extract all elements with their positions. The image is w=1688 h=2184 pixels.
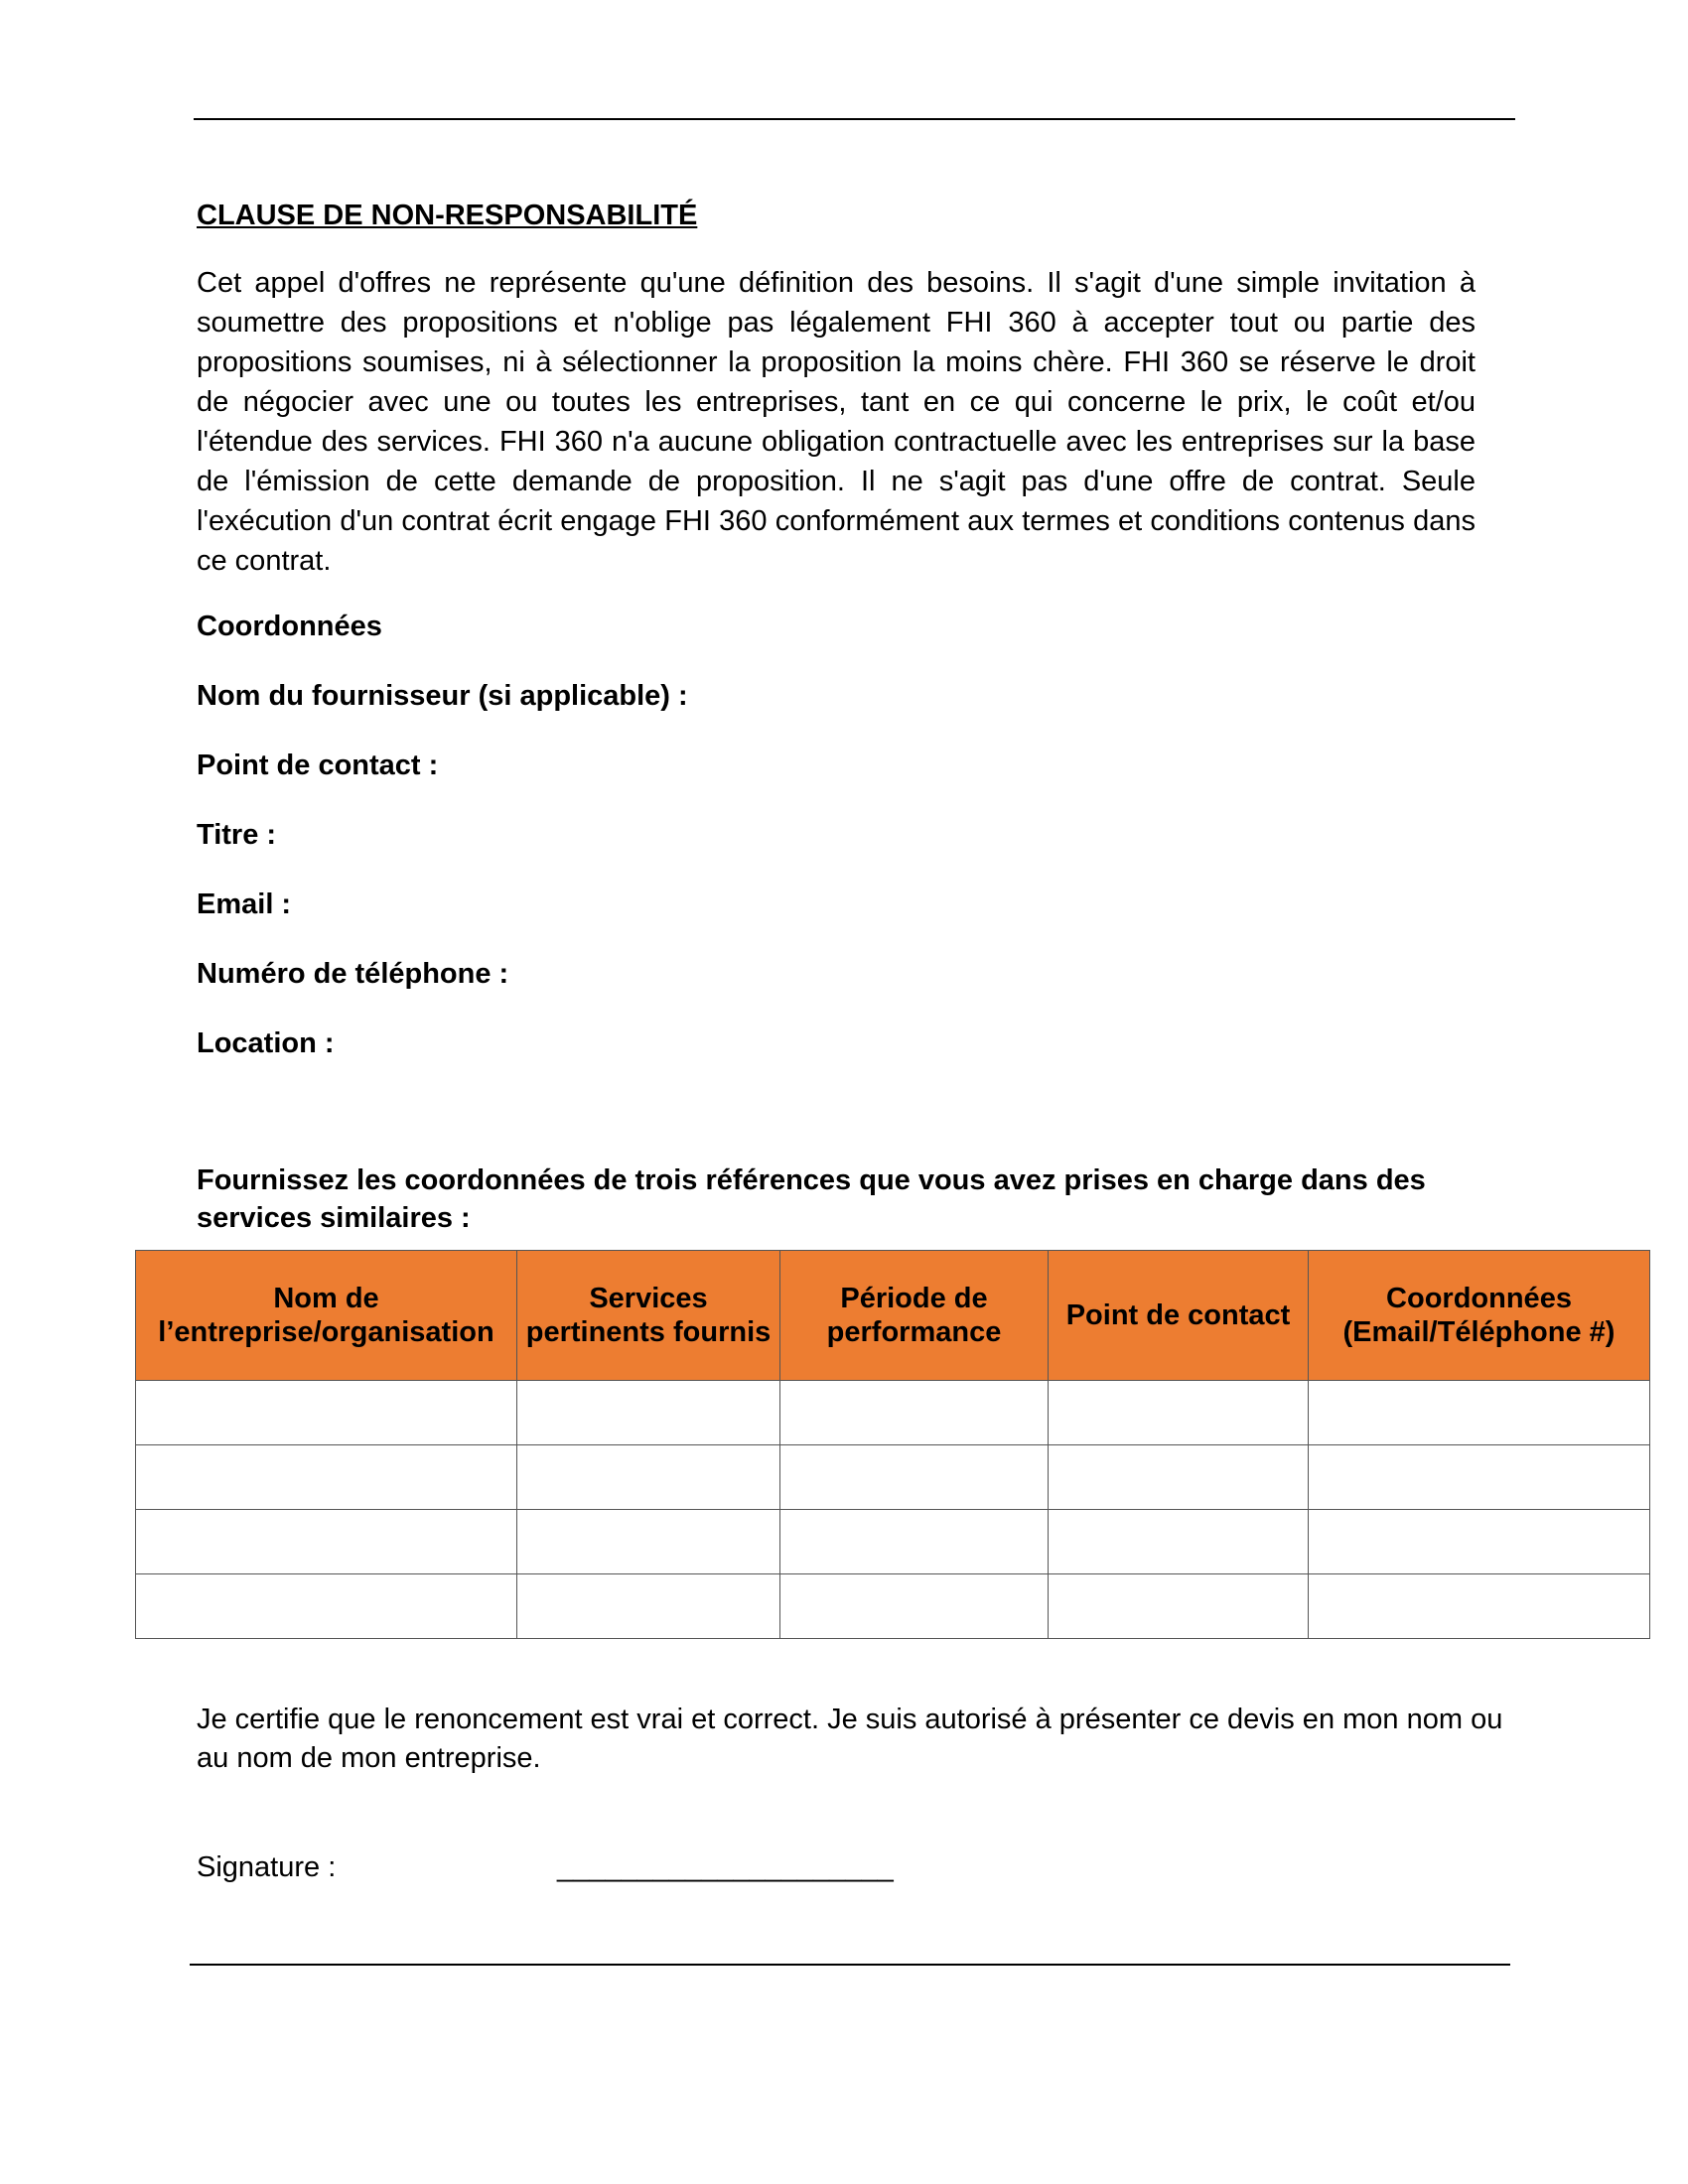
table-cell[interactable] — [136, 1574, 517, 1639]
table-cell[interactable] — [517, 1381, 780, 1445]
column-header-services: Services pertinents fournis — [517, 1251, 780, 1381]
table-cell[interactable] — [1309, 1574, 1650, 1639]
column-header-coordinates: Coordonnées (Email/Téléphone #) — [1309, 1251, 1650, 1381]
top-divider — [194, 118, 1515, 120]
table-cell[interactable] — [1049, 1574, 1309, 1639]
location-label: Location : — [197, 1027, 335, 1059]
signature-line[interactable]: _____________________ — [557, 1851, 894, 1883]
table-cell[interactable] — [780, 1445, 1049, 1510]
disclaimer-title: CLAUSE DE NON-RESPONSABILITÉ — [197, 200, 698, 231]
bottom-divider — [190, 1964, 1510, 1966]
table-cell[interactable] — [1049, 1445, 1309, 1510]
table-cell[interactable] — [517, 1445, 780, 1510]
table-header-row — [136, 1251, 1650, 1381]
supplier-name-label: Nom du fournisseur (si applicable) : — [197, 680, 688, 712]
certification-text: Je certifie que le renoncement est vrai et correct. Je suis autorisé à présenter ce devis en mon nom ou au nom de mon entreprise. — [197, 1704, 1503, 1774]
references-table — [135, 1250, 1650, 1639]
table-row — [136, 1510, 1650, 1574]
table-cell[interactable] — [1309, 1381, 1650, 1445]
table-row — [136, 1445, 1650, 1510]
email-label: Email : — [197, 888, 292, 920]
table-cell[interactable] — [136, 1381, 517, 1445]
table-cell[interactable] — [1049, 1510, 1309, 1574]
table-cell[interactable] — [1049, 1381, 1309, 1445]
table-cell[interactable] — [1309, 1445, 1650, 1510]
contact-point-label: Point de contact : — [197, 750, 439, 781]
contact-heading: Coordonnées — [197, 611, 382, 642]
table-cell[interactable] — [780, 1381, 1049, 1445]
table-cell[interactable] — [517, 1574, 780, 1639]
table-row — [136, 1381, 1650, 1445]
column-header-period: Période de performance — [780, 1251, 1049, 1381]
column-header-organisation: Nom de l’entreprise/organisation — [136, 1251, 517, 1381]
table-cell[interactable] — [780, 1510, 1049, 1574]
column-header-contact-point: Point de contact — [1049, 1251, 1309, 1381]
table-cell[interactable] — [136, 1510, 517, 1574]
phone-label: Numéro de téléphone : — [197, 958, 509, 990]
table-cell[interactable] — [780, 1574, 1049, 1639]
table-cell[interactable] — [1309, 1510, 1650, 1574]
table-cell[interactable] — [136, 1445, 517, 1510]
table-cell[interactable] — [517, 1510, 780, 1574]
title-label: Titre : — [197, 819, 277, 851]
table-row — [136, 1574, 1650, 1639]
signature-label: Signature : — [197, 1851, 337, 1883]
disclaimer-body: Cet appel d'offres ne représente qu'une définition des besoins. Il s'agit d'une simple invitation à soumettre des propositions et n'oblige pas légalement FHI 360 à accepter tout ou partie des propositions soumises, ni à sélectionner la proposition la moins chère. FHI 360 se réserve le droit de négocier avec une ou toutes les entreprises, tant en ce qui concerne le prix, le coût et/ou l'étendue des services. FHI 360 n'a aucune obligation contractuelle avec les entreprises sur la base de l'émission de cette demande de proposition. Il ne s'agit pas d'une offre de contrat. Seule l'exécution d'un contrat écrit engage FHI 360 conformément aux termes et conditions contenus dans ce contrat. — [197, 267, 1476, 577]
references-prompt: Fournissez les coordonnées de trois références que vous avez prises en charge dans des services similaires : — [197, 1164, 1426, 1234]
